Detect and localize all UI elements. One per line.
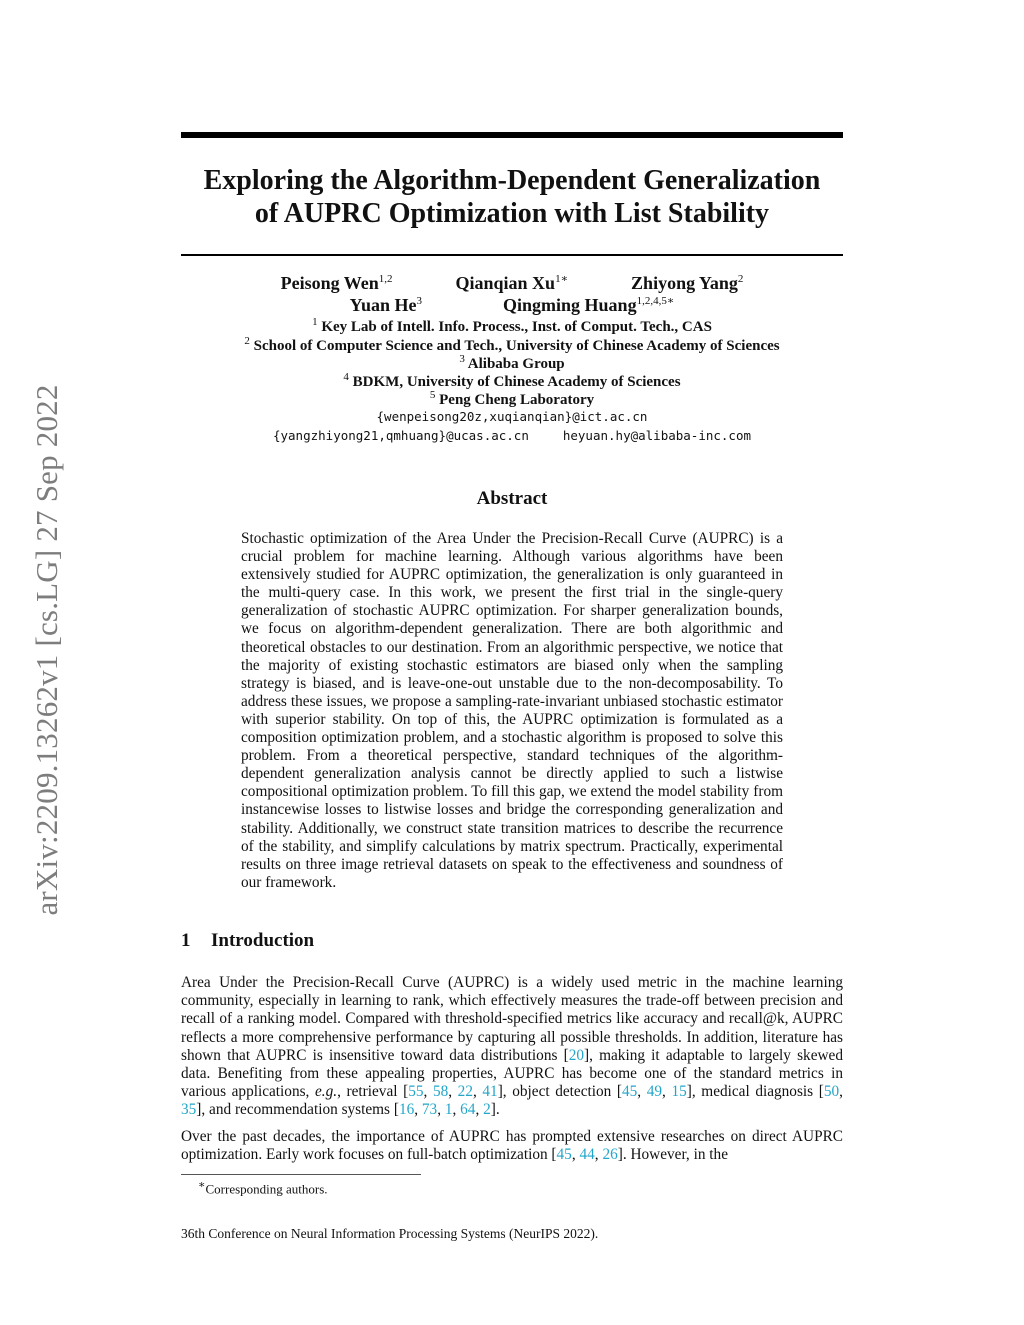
footnote: ∗Corresponding authors. bbox=[198, 1179, 328, 1197]
author-affil: 3 bbox=[416, 295, 423, 307]
affiliation: $^3$ Alibaba Group bbox=[459, 353, 565, 372]
citation-link[interactable]: 58 bbox=[432, 1083, 449, 1101]
citation-link[interactable]: 45 bbox=[622, 1083, 638, 1101]
arxiv-stamp: arXiv:2209.13262v1 [cs.LG] 27 Sep 2022 bbox=[29, 384, 64, 916]
title-line-2: of AUPRC Optimization with List Stability bbox=[254, 198, 770, 229]
title-top-rule bbox=[181, 132, 843, 138]
citation-link[interactable]: 26 bbox=[602, 1146, 618, 1164]
citation-link[interactable]: 64 bbox=[460, 1101, 476, 1119]
author-affil: 1,2 bbox=[378, 273, 393, 285]
citation-link[interactable]: 1 bbox=[444, 1101, 453, 1119]
author-row-1 bbox=[181, 272, 843, 294]
author-affil: 1∗ bbox=[555, 273, 569, 285]
intro-paragraph-2: Over the past decades, the importance of AUPRC has prompted extensive researches on direct AUPRC optimization. Early work focuses on full-batch optimization [45, 44, 26]. However, in the bbox=[181, 1128, 843, 1164]
email-alibaba: heyuan.hy@alibaba-inc.com bbox=[562, 428, 752, 443]
citation-link[interactable]: 22 bbox=[457, 1083, 473, 1101]
email-ucas: {yangzhiyong21,qmhuang}@ucas.ac.cn bbox=[272, 428, 529, 443]
title-bottom-rule bbox=[181, 254, 843, 256]
paper-title bbox=[181, 164, 843, 230]
affiliation: $^4$ BDKM, University of Chinese Academy of Sciences bbox=[343, 371, 681, 390]
author-affil: 1,2,4,5∗ bbox=[636, 295, 675, 307]
citation-link[interactable]: 55 bbox=[408, 1083, 424, 1101]
footnote-rule bbox=[181, 1174, 421, 1175]
citation-link[interactable]: 20 bbox=[568, 1046, 584, 1064]
citation-link[interactable]: 2 bbox=[483, 1101, 491, 1119]
citation-link[interactable]: 45 bbox=[556, 1146, 572, 1164]
citation-link[interactable]: 49 bbox=[646, 1083, 663, 1101]
affiliation: $^1$ Key Lab of Intell. Info. Process., Inst. of Comput. Tech., CAS bbox=[312, 316, 712, 335]
author-name: Qingming Huang bbox=[503, 295, 637, 315]
citation-link[interactable]: 15 bbox=[671, 1083, 687, 1101]
venue-note: 36th Conference on Neural Information Processing Systems (NeurIPS 2022). bbox=[181, 1226, 599, 1241]
abstract-heading: Abstract bbox=[476, 488, 548, 509]
author-affil: 2 bbox=[737, 273, 744, 285]
citation-link[interactable]: 44 bbox=[579, 1146, 595, 1164]
author-row-2 bbox=[181, 294, 843, 316]
affiliation: $^5$ Peng Cheng Laboratory bbox=[429, 389, 595, 408]
title-line-1: Exploring the Algorithm-Dependent Generalization bbox=[203, 165, 821, 196]
citation-link[interactable]: 50 bbox=[823, 1083, 840, 1101]
affiliation: $^2$ School of Computer Science and Tech., University of Chinese Academy of Sciences bbox=[244, 335, 780, 354]
author-name: Zhiyong Yang bbox=[631, 273, 738, 293]
section-title: Introduction bbox=[211, 930, 315, 951]
citation-link[interactable]: 16 bbox=[398, 1101, 415, 1119]
section-number: 1 bbox=[181, 930, 191, 951]
abstract-body: Stochastic optimization of the Area Under the Precision-Recall Curve (AUPRC) is a crucial problem for machine learning. Although various algorithms have been extensively studied for AUPRC optimization, the generalization is only guaranteed in the multi-query case. In this work, we present the first trial in the single-query generalization of stochastic AUPRC optimization. For sharper generalization bounds, we focus on algorithm-dependent generalization. There are both algorithmic and theoretical obstacles to our destination. From an algorithmic perspective, we notice that the majority of existing stochastic estimators are biased only when the sampling strategy is biased, and is leave-one-out unstable due to the non-decomposability. To address these issues, we propose a sampling-rate-invariant unbiased stochastic estimator with superior stability. On top of this, the AUPRC optimization is formulated as a composition optimization problem, and a stochastic algorithm is proposed to solve this problem. From a theoretical perspective, standard techniques of the algorithm-dependent generalization analysis cannot be directly applied to such a listwise compositional optimization problem. To fill this gap, we extend the model stability from instancewise losses to listwise losses and bridge the corresponding generalization and stability. Additionally, we construct state transition matrices to describe the recurrence of the stability, and simplify calculations by matrix spectrum. Practically, experimental results on three image retrieval datasets on speak to the effectiveness and soundness of our framework. bbox=[241, 530, 783, 891]
email-line-1: {wenpeisong20z,xuqianqian}@ict.ac.cn bbox=[376, 409, 648, 424]
section-heading bbox=[181, 930, 314, 952]
citation-link[interactable]: 73 bbox=[421, 1101, 438, 1119]
author-name: Yuan He bbox=[349, 295, 417, 315]
citation-link[interactable]: 41 bbox=[482, 1083, 498, 1101]
intro-paragraph-1: Area Under the Precision-Recall Curve (AUPRC) is a widely used metric in the machine learning community, especially in learning to rank, which effectively measures the trade-off between precision and recall of a ranking model. Compared with threshold-specified metrics like accuracy and recall@k, AUPRC reflects a more comprehensive performance by capturing all possible thresholds. In addition, literature has shown that AUPRC is insensitive toward data distributions [20], making it adaptable to largely skewed data. Benefiting from these appealing properties, AUPRC has become one of the standard metrics in various applications, e.g., retrieval [55, 58, 22, 41], object detection [45, 49, 15], medical diagnosis [50, 35], and recommendation systems [16, 73, 1, 64, 2]. bbox=[181, 974, 843, 1119]
author-name: Qianqian Xu bbox=[455, 273, 556, 293]
email-line-2 bbox=[181, 428, 843, 443]
citation-link[interactable]: 35 bbox=[181, 1101, 197, 1119]
author-name: Peisong Wen bbox=[280, 273, 379, 293]
